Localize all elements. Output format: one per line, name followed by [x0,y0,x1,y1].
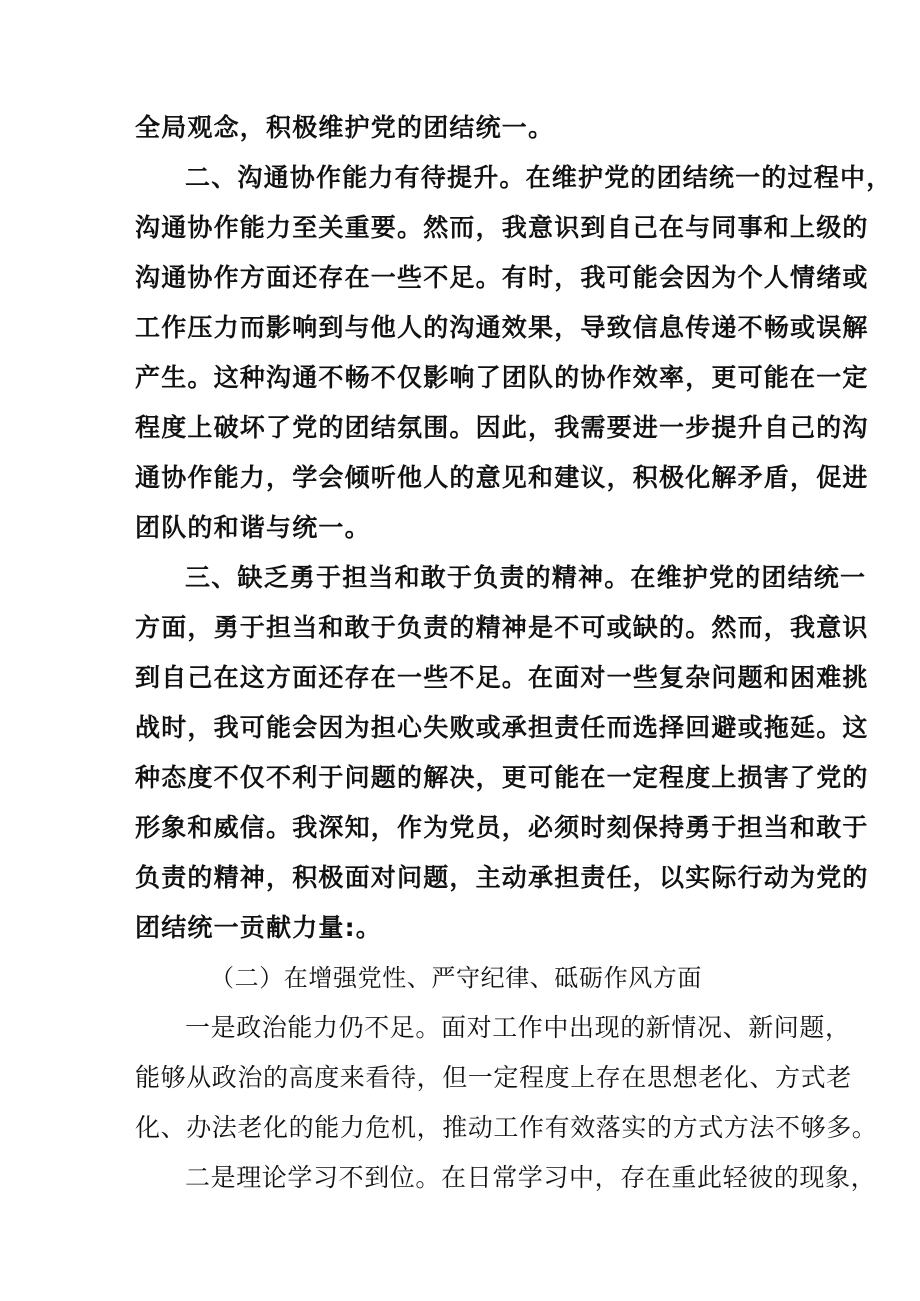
paragraph-line: 负责的精神，积极面对问题，主动承担责任，以实际行动为党的 [135,863,869,892]
subsection-heading: （二）在增强党性、严守纪律、砥砺作风方面 [210,964,702,992]
section-two-heading-line: 二、沟通协作能力有待提升。在维护党的团结统一的过程中， [185,163,893,192]
paragraph-line: 战时，我可能会因为担心失败或承担责任而选择回避或拖延。这 [135,713,869,742]
paragraph-line: 产生。这种沟通不畅不仅影响了团队的协作效率，更可能在一定 [135,363,869,392]
paragraph-line: 沟通协作能力至关重要。然而，我意识到自己在与同事和上级的 [135,213,869,242]
section-three-heading-line: 三、缺乏勇于担当和敢于负责的精神。在维护党的团结统一 [185,563,867,592]
paragraph-line: 二是理论学习不到位。在日常学习中，存在重此轻彼的现象， [185,1163,877,1192]
paragraph-line: 沟通协作方面还存在一些不足。有时，我可能会因为个人情绪或 [135,263,869,292]
paragraph-line: 到自己在这方面还存在一些不足。在面对一些复杂问题和困难挑 [135,663,869,692]
paragraph-line: 能够从政治的高度来看待，但一定程度上存在思想老化、方式老 [135,1063,852,1092]
paragraph-line: 程度上破坏了党的团结氛围。因此，我需要进一步提升自己的沟 [135,413,869,442]
paragraph-line: 方面，勇于担当和敢于负责的精神是不可或缺的。然而，我意识 [135,613,869,642]
paragraph-line: 通协作能力，学会倾听他人的意见和建议，积极化解矛盾，促进 [135,463,869,492]
paragraph-line: 化、办法老化的能力危机，推动工作有效落实的方式方法不够多。 [135,1113,878,1142]
paragraph-line: 种态度不仅不利于问题的解决，更可能在一定程度上损害了党的 [135,763,869,792]
paragraph-line: 团结统一贡献力量:。 [135,913,382,942]
paragraph-line: 工作压力而影响到与他人的沟通效果，导致信息传递不畅或误解 [135,313,869,342]
paragraph-line: 一是政治能力仍不足。面对工作中出现的新情况、新问题， [185,1013,851,1042]
paragraph-line: 团队的和谐与统一。 [135,513,371,542]
paragraph-line: 形象和威信。我深知，作为党员，必须时刻保持勇于担当和敢于 [135,813,869,842]
paragraph-line: 全局观念，积极维护党的团结统一。 [135,113,555,142]
